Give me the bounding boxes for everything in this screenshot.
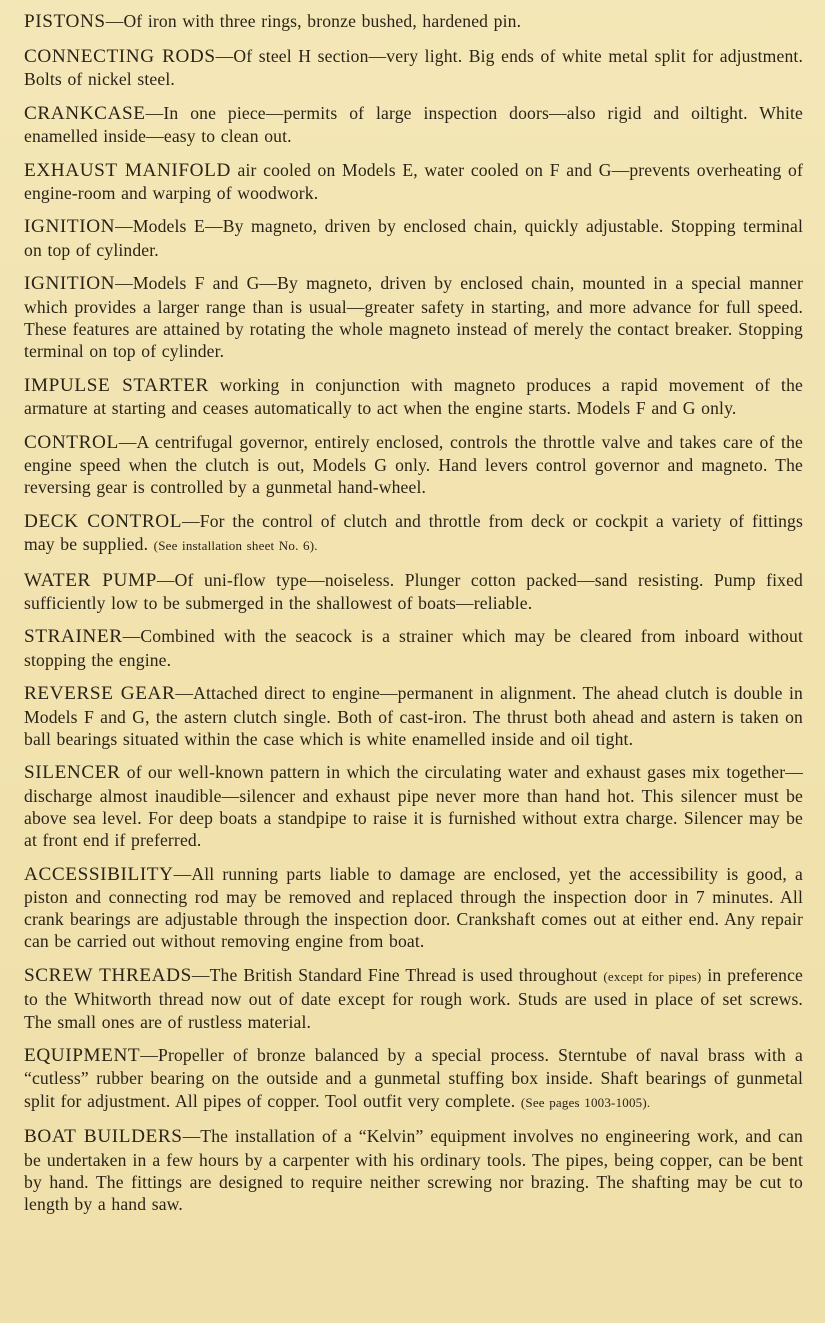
paragraph-equipment (24, 1044, 803, 1114)
text-impulse-starter: working in conjunction with magneto produces a rapid movement of the armature at starting and ceases automatically to act when the engine starts. Models F and G only. (24, 374, 803, 418)
text-strainer: —Combined with the seacock is a strainer which may be cleared from inboard without stopping the engine. (24, 626, 803, 670)
text-equipment: —Propeller of bronze balanced by a special process. Sterntube of naval brass with a “cutless” rubber bearing on the outside and a gunmetal stuffing box inside. Shaft bearings of gunmetal split for adjustment. All pipes of copper. Tool outfit very complete. (24, 1045, 803, 1111)
heading-strainer: STRAINER (24, 626, 123, 648)
paragraph-connecting-rods (24, 45, 803, 90)
heading-water-pump: WATER PUMP (24, 569, 157, 591)
heading-exhaust-manifold: EXHAUST MANIFOLD (24, 159, 231, 181)
text-silencer: of our well-known pattern in which the circulating water and exhaust gases mix together—discharge almost inaudible—silencer and exhaust pipe never more than hand hot. This silencer must be above sea level. For deep boats a standpipe to raise it is furnished without extra charge. Silencer may be at front end if preferred. (24, 762, 803, 851)
heading-ignition-e: IGNITION (24, 216, 116, 238)
paragraph-control (24, 431, 803, 499)
heading-control: CONTROL (24, 431, 119, 453)
paragraph-pistons (24, 10, 803, 33)
text-deck-control: —For the control of clutch and throttle from deck or cockpit a variety of fittings may be supplied. (24, 510, 803, 554)
text-screw-threads-continued: in preference to the Whitworth thread now out of date except for rough work. Studs are used in place of set screws. The small ones are of rustless material. (24, 965, 803, 1032)
heading-accessibility: ACCESSIBILITY (24, 863, 174, 885)
paragraph-reverse-gear (24, 682, 803, 750)
paragraph-ignition-e (24, 215, 803, 260)
note-equipment: (See pages 1003-1005). (520, 1094, 651, 1110)
text-exhaust-manifold: air cooled on Models E, water cooled on F and G—prevents overheating of engine-room and warping of woodwork. (24, 159, 803, 203)
paragraph-crankcase (24, 102, 803, 147)
note-deck-control: (See installation sheet No. 6). (153, 537, 318, 553)
paragraph-silencer (24, 761, 803, 851)
paragraph-strainer (24, 625, 803, 670)
text-water-pump: —Of uni-flow type—noiseless. Plunger cotton packed—sand resisting. Pump fixed sufficiently low to be submerged in the shallowest of boats—reliable. (24, 569, 803, 613)
paragraph-exhaust-manifold (24, 159, 803, 204)
paragraph-water-pump (24, 569, 803, 614)
heading-ignition-f-g: IGNITION (24, 273, 116, 295)
text-screw-threads: —The British Standard Fine Thread is used throughout (191, 965, 604, 986)
paragraph-deck-control (24, 510, 803, 557)
text-ignition-f-g: —Models F and G—By magneto, driven by enclosed chain, mounted in a special manner which provides a larger range than is usual—greater safety in starting, and more advance for full speed. These features are attained by rotating the whole magneto instead of merely the contact breaker. Stopping terminal on top of cylinder. (24, 273, 803, 361)
paragraph-accessibility (24, 863, 803, 953)
text-connecting-rods: —Of steel H section—very light. Big ends of white metal split for adjustment. Bolts of nickel steel. (24, 45, 803, 89)
text-reverse-gear: —Attached direct to engine—permanent in alignment. The ahead clutch is double in Models F and G, the astern clutch single. Both of cast-iron. The thrust both ahead and astern is taken on ball bearings situated within the case which is white enamelled inside and oil tight. (24, 683, 804, 749)
heading-pistons: PISTONS (24, 11, 106, 32)
paragraph-impulse-starter (24, 374, 803, 419)
text-boat-builders: —The installation of a “Kelvin” equipment involves no engineering work, and can be undertaken in a few hours by a carpenter with his ordinary tools. The pipes, being copper, can be bent by hand. The fittings are designed to require neither screwing nor brazing. The shafting may be cut to length by a hand saw. (24, 1126, 804, 1214)
text-accessibility: —All running parts liable to damage are enclosed, yet the accessibility is good, a piston and connecting rod may be removed and replaced through the inspection door in 7 minutes. All crank bearings are adjustable through the inspection door. Crankshaft comes out at either end. Any repair can be carried out without removing engine from boat. (24, 863, 803, 952)
heading-boat-builders: BOAT BUILDERS (24, 1126, 183, 1148)
text-control: —A centrifugal governor, entirely enclosed, controls the throttle valve and takes care of the engine speed when the clutch is out, Models G only. Hand levers control governor and magneto. The reversing gear is controlled by a gunmetal hand-wheel. (24, 431, 803, 497)
paragraph-boat-builders (24, 1125, 803, 1215)
text-crankcase: —In one piece—permits of large inspection doors—also rigid and oiltight. White enamelled inside—easy to clean out. (24, 102, 803, 146)
paragraph-screw-threads (24, 964, 803, 1033)
heading-silencer: SILENCER (24, 762, 121, 784)
heading-screw-threads: SCREW THREADS (24, 965, 192, 987)
paragraph-ignition-f-g (24, 272, 803, 362)
text-ignition-e: —Models E—By magneto, driven by enclosed chain, quickly adjustable. Stopping terminal on top of cylinder. (24, 216, 803, 260)
heading-connecting-rods: CONNECTING RODS (24, 45, 216, 67)
heading-reverse-gear: REVERSE GEAR (24, 683, 176, 705)
heading-impulse-starter: IMPULSE STARTER (24, 374, 209, 396)
heading-equipment: EQUIPMENT (24, 1045, 141, 1067)
heading-crankcase: CRANKCASE (24, 102, 146, 124)
heading-deck-control: DECK CONTROL (24, 510, 183, 532)
note-screw-threads: (except for pipes) (603, 969, 702, 985)
text-pistons: —Of iron with three rings, bronze bushed, hardened pin. (105, 11, 522, 31)
